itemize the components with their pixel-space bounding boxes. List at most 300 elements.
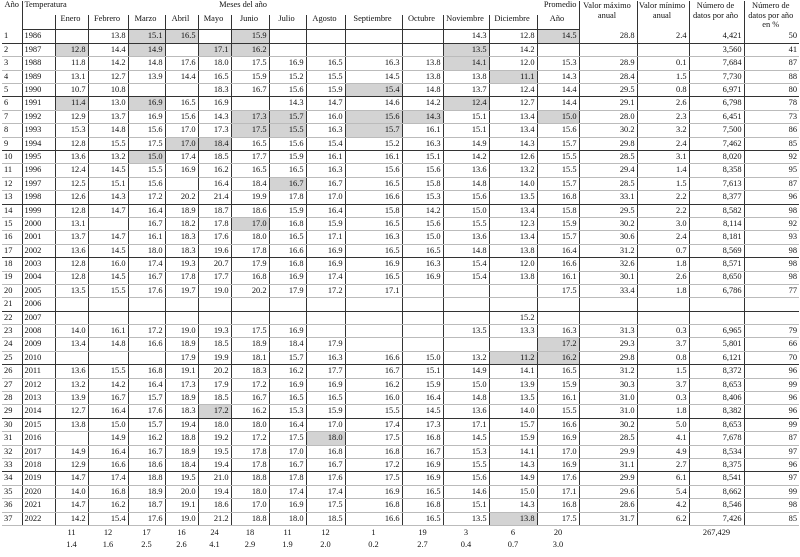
cell-month-8: 15.9 xyxy=(306,217,345,230)
cell-promedio xyxy=(537,43,579,56)
cell-month-8: 15.9 xyxy=(306,405,345,418)
cell-n: 8,662 xyxy=(689,485,744,498)
cell-pct xyxy=(744,298,799,311)
cell-min: 2.4 xyxy=(637,30,689,43)
table-row xyxy=(2,284,799,297)
cell-max: 31.0 xyxy=(579,392,637,405)
cell-month-4: 18.9 xyxy=(165,204,198,217)
cell-month-9: 16.8 xyxy=(345,445,402,458)
row-index: 36 xyxy=(2,499,22,512)
cell-month-4: 19.4 xyxy=(165,418,198,431)
cell-month-6: 20.2 xyxy=(231,284,269,297)
row-year: 1990 xyxy=(22,84,55,97)
cell-month-2 xyxy=(88,311,128,324)
cell-month-8: 16.9 xyxy=(306,378,345,391)
cell-month-4: 19.7 xyxy=(165,284,198,297)
cell-min xyxy=(637,43,689,56)
cell-month-11: 15.4 xyxy=(443,271,489,284)
cell-month-9: 16.5 xyxy=(345,271,402,284)
cell-month-1: 12.7 xyxy=(55,405,88,418)
cell-min: 3.7 xyxy=(637,378,689,391)
cell-promedio: 16.3 xyxy=(537,325,579,338)
cell-min: 2.6 xyxy=(637,271,689,284)
cell-month-7: 17.4 xyxy=(269,485,306,498)
cell-month-5: 18.0 xyxy=(198,418,231,431)
row-index: 10 xyxy=(2,150,22,163)
cell-month-1: 13.6 xyxy=(55,244,88,257)
header-meses: Meses del año xyxy=(219,1,267,9)
table-row xyxy=(2,271,799,284)
cell-month-9: 16.5 xyxy=(345,217,402,230)
cell-month-5: 18.6 xyxy=(198,499,231,512)
cell-month-1: 14.7 xyxy=(55,499,88,512)
cell-month-12: 12.7 xyxy=(489,97,537,110)
table-row xyxy=(2,97,799,110)
cell-pct: 70 xyxy=(744,351,799,364)
table-row xyxy=(2,338,799,351)
cell-month-11: 15.1 xyxy=(443,499,489,512)
cell-month-7: 14.3 xyxy=(269,97,306,110)
cell-month-3: 16.7 xyxy=(128,217,165,230)
cell-month-3: 14.9 xyxy=(128,43,165,56)
row-year: 1995 xyxy=(22,150,55,163)
cell-month-4: 18.8 xyxy=(165,432,198,445)
row-index: 1 xyxy=(2,30,22,43)
table-row xyxy=(2,378,799,391)
cell-month-8: 16.3 xyxy=(306,164,345,177)
cell-month-4: 18.4 xyxy=(165,458,198,471)
cell-month-1: 13.9 xyxy=(55,392,88,405)
cell-month-7: 15.9 xyxy=(269,204,306,217)
cell-month-9: 17.1 xyxy=(345,284,402,297)
cell-pct: 85 xyxy=(744,137,799,150)
cell-month-1 xyxy=(55,298,88,311)
footer-counts-row xyxy=(2,525,799,539)
cell-month-9: 15.4 xyxy=(345,84,402,97)
cell-n: 8,653 xyxy=(689,418,744,431)
cell-month-7: 16.6 xyxy=(269,244,306,257)
cell-month-4: 18.9 xyxy=(165,392,198,405)
cell-month-2: 14.5 xyxy=(88,271,128,284)
cell-month-12: 13.9 xyxy=(489,378,537,391)
cell-month-6: 17.0 xyxy=(231,217,269,230)
header-month-6: Junio xyxy=(231,15,269,30)
cell-month-2: 14.3 xyxy=(88,191,128,204)
cell-pct: 95 xyxy=(744,164,799,177)
cell-n: 6,971 xyxy=(689,84,744,97)
row-index: 19 xyxy=(2,271,22,284)
cell-max: 31.2 xyxy=(579,365,637,378)
table-row xyxy=(2,512,799,525)
cell-month-5: 17.7 xyxy=(198,271,231,284)
table-row xyxy=(2,124,799,137)
cell-max: 28.0 xyxy=(579,110,637,123)
cell-month-2: 14.8 xyxy=(88,124,128,137)
table-row xyxy=(2,365,799,378)
cell-promedio: 16.1 xyxy=(537,392,579,405)
cell-month-11: 14.6 xyxy=(443,485,489,498)
cell-max xyxy=(579,298,637,311)
cell-min: 1.5 xyxy=(637,177,689,190)
footer-count: 12 xyxy=(321,528,330,538)
cell-month-1: 13.1 xyxy=(55,70,88,83)
cell-month-3: 16.1 xyxy=(128,231,165,244)
cell-max: 28.4 xyxy=(579,70,637,83)
cell-n: 7,730 xyxy=(689,70,744,83)
cell-month-1: 12.8 xyxy=(55,204,88,217)
row-index: 29 xyxy=(2,405,22,418)
cell-promedio xyxy=(537,311,579,324)
cell-promedio: 15.3 xyxy=(537,57,579,70)
cell-month-3: 17.6 xyxy=(128,512,165,525)
cell-n: 8,372 xyxy=(689,365,744,378)
row-year: 1994 xyxy=(22,137,55,150)
cell-month-10: 14.5 xyxy=(402,405,443,418)
cell-month-2: 15.4 xyxy=(88,512,128,525)
cell-month-12: 13.5 xyxy=(489,392,537,405)
cell-month-3: 15.7 xyxy=(128,392,165,405)
cell-month-11: 14.9 xyxy=(443,137,489,150)
cell-month-9: 17.2 xyxy=(345,458,402,471)
cell-month-7: 15.6 xyxy=(269,137,306,150)
cell-pct: 87 xyxy=(744,57,799,70)
cell-n: 6,798 xyxy=(689,97,744,110)
footer-count: 1 xyxy=(371,528,376,538)
cell-month-12: 13.8 xyxy=(489,244,537,257)
cell-month-3: 16.6 xyxy=(128,338,165,351)
cell-month-11: 14.8 xyxy=(443,392,489,405)
cell-month-10 xyxy=(402,325,443,338)
cell-month-2: 14.7 xyxy=(88,231,128,244)
cell-month-12: 13.4 xyxy=(489,231,537,244)
cell-month-4: 19.1 xyxy=(165,365,198,378)
row-year: 1986 xyxy=(22,30,55,43)
cell-min: 1.5 xyxy=(637,365,689,378)
footer-value: 2.9 xyxy=(244,539,256,549)
row-index: 35 xyxy=(2,485,22,498)
cell-promedio: 15.5 xyxy=(537,405,579,418)
cell-pct: 98 xyxy=(744,499,799,512)
cell-month-12: 14.3 xyxy=(489,137,537,150)
cell-month-12: 14.0 xyxy=(489,177,537,190)
row-index: 7 xyxy=(2,110,22,123)
cell-n: 8,406 xyxy=(689,392,744,405)
cell-month-8: 15.9 xyxy=(306,84,345,97)
cell-max: 30.2 xyxy=(579,418,637,431)
cell-promedio: 15.7 xyxy=(537,231,579,244)
cell-pct: 78 xyxy=(744,97,799,110)
cell-month-8 xyxy=(306,311,345,324)
cell-month-12: 14.1 xyxy=(489,365,537,378)
footer-avg-count: 20 xyxy=(553,528,563,538)
cell-max: 30.6 xyxy=(579,231,637,244)
cell-n: 8,546 xyxy=(689,499,744,512)
row-year: 2002 xyxy=(22,244,55,257)
cell-month-10: 13.8 xyxy=(402,70,443,83)
row-index: 20 xyxy=(2,284,22,297)
cell-min: 0.7 xyxy=(637,244,689,257)
cell-month-6: 18.0 xyxy=(231,485,269,498)
cell-month-4: 20.0 xyxy=(165,485,198,498)
cell-month-7: 18.0 xyxy=(269,512,306,525)
cell-n: 7,426 xyxy=(689,512,744,525)
cell-min: 4.1 xyxy=(637,432,689,445)
cell-month-6: 16.8 xyxy=(231,271,269,284)
cell-min: 3.7 xyxy=(637,338,689,351)
cell-month-2: 15.0 xyxy=(88,418,128,431)
row-year: 1988 xyxy=(22,57,55,70)
row-year: 1993 xyxy=(22,124,55,137)
cell-promedio: 17.2 xyxy=(537,338,579,351)
row-year: 2001 xyxy=(22,231,55,244)
footer-value: 1.4 xyxy=(66,539,77,549)
cell-month-10 xyxy=(402,311,443,324)
cell-min: 6.2 xyxy=(637,512,689,525)
cell-month-10: 15.6 xyxy=(402,217,443,230)
cell-month-4: 16.9 xyxy=(165,164,198,177)
header-month-9: Septiembre xyxy=(345,15,402,30)
cell-month-11: 14.8 xyxy=(443,177,489,190)
cell-month-4: 18.3 xyxy=(165,231,198,244)
cell-pct: 99 xyxy=(744,485,799,498)
cell-month-8: 16.3 xyxy=(306,351,345,364)
row-index: 2 xyxy=(2,43,22,56)
cell-month-7: 16.7 xyxy=(269,458,306,471)
cell-month-1: 14.0 xyxy=(55,485,88,498)
row-index: 31 xyxy=(2,432,22,445)
cell-month-7: 16.5 xyxy=(269,231,306,244)
cell-n xyxy=(689,311,744,324)
cell-max xyxy=(579,43,637,56)
cell-month-11: 13.6 xyxy=(443,164,489,177)
row-index: 14 xyxy=(2,204,22,217)
cell-month-6: 16.7 xyxy=(231,392,269,405)
cell-month-11: 17.1 xyxy=(443,418,489,431)
cell-month-5: 17.2 xyxy=(198,405,231,418)
table-row xyxy=(2,164,799,177)
row-index: 23 xyxy=(2,325,22,338)
cell-pct: 88 xyxy=(744,70,799,83)
row-year: 2019 xyxy=(22,472,55,485)
cell-promedio: 16.5 xyxy=(537,365,579,378)
cell-month-12: 14.3 xyxy=(489,458,537,471)
cell-month-2: 13.7 xyxy=(88,110,128,123)
header-month-8: Agosto xyxy=(306,15,345,30)
cell-month-11: 15.3 xyxy=(443,445,489,458)
cell-month-1: 13.6 xyxy=(55,365,88,378)
cell-month-7 xyxy=(269,43,306,56)
cell-month-5: 21.4 xyxy=(198,191,231,204)
cell-month-6: 16.2 xyxy=(231,405,269,418)
cell-month-11: 12.4 xyxy=(443,97,489,110)
cell-month-4: 17.4 xyxy=(165,150,198,163)
cell-min: 1.5 xyxy=(637,70,689,83)
cell-month-8 xyxy=(306,30,345,43)
cell-month-2: 14.2 xyxy=(88,57,128,70)
cell-n: 6,786 xyxy=(689,284,744,297)
cell-month-2: 13.2 xyxy=(88,150,128,163)
cell-month-1 xyxy=(55,30,88,43)
row-index: 25 xyxy=(2,351,22,364)
row-index: 11 xyxy=(2,164,22,177)
cell-promedio: 16.1 xyxy=(537,271,579,284)
cell-min: 1.8 xyxy=(637,284,689,297)
cell-promedio: 17.0 xyxy=(537,445,579,458)
cell-month-3: 16.4 xyxy=(128,204,165,217)
row-index: 34 xyxy=(2,472,22,485)
cell-month-11: 13.6 xyxy=(443,231,489,244)
cell-min: 0.8 xyxy=(637,351,689,364)
cell-promedio: 16.8 xyxy=(537,499,579,512)
cell-month-6: 18.1 xyxy=(231,351,269,364)
cell-month-3: 16.7 xyxy=(128,445,165,458)
cell-month-12: 14.2 xyxy=(489,43,537,56)
footer-value: 0.2 xyxy=(368,539,379,549)
cell-month-8: 17.0 xyxy=(306,191,345,204)
cell-month-10: 13.8 xyxy=(402,57,443,70)
cell-month-3: 16.7 xyxy=(128,271,165,284)
footer-spacer xyxy=(2,525,22,539)
cell-month-3 xyxy=(128,351,165,364)
cell-month-2: 16.4 xyxy=(88,445,128,458)
cell-month-8: 16.0 xyxy=(306,110,345,123)
cell-month-10: 15.3 xyxy=(402,191,443,204)
cell-min: 1.8 xyxy=(637,258,689,271)
cell-month-5: 16.2 xyxy=(198,164,231,177)
cell-n: 8,358 xyxy=(689,164,744,177)
cell-month-4: 20.2 xyxy=(165,191,198,204)
header-month-7: Julio xyxy=(269,15,306,30)
cell-month-9: 15.7 xyxy=(345,124,402,137)
cell-month-3 xyxy=(128,311,165,324)
cell-month-8: 16.1 xyxy=(306,150,345,163)
cell-month-3: 15.7 xyxy=(128,418,165,431)
header-month-5: Mayo xyxy=(198,15,231,30)
cell-max: 29.5 xyxy=(579,204,637,217)
cell-month-5 xyxy=(198,298,231,311)
cell-month-4: 18.3 xyxy=(165,405,198,418)
cell-month-8: 17.6 xyxy=(306,472,345,485)
cell-min: 2.6 xyxy=(637,97,689,110)
cell-month-5: 19.4 xyxy=(198,485,231,498)
cell-month-11: 13.5 xyxy=(443,325,489,338)
cell-month-8: 14.7 xyxy=(306,97,345,110)
cell-month-6 xyxy=(231,97,269,110)
cell-pct: 99 xyxy=(744,418,799,431)
cell-promedio: 16.6 xyxy=(537,258,579,271)
table-row xyxy=(2,258,799,271)
cell-month-6: 17.8 xyxy=(231,244,269,257)
cell-month-6: 17.8 xyxy=(231,458,269,471)
table-row xyxy=(2,84,799,97)
cell-month-9 xyxy=(345,338,402,351)
cell-month-7: 15.6 xyxy=(269,84,306,97)
cell-month-7: 16.5 xyxy=(269,164,306,177)
cell-max: 30.2 xyxy=(579,217,637,230)
cell-month-5: 21.0 xyxy=(198,472,231,485)
header-month-4: Abril xyxy=(165,15,198,30)
row-year: 1997 xyxy=(22,177,55,190)
cell-month-5: 17.1 xyxy=(198,43,231,56)
cell-pct: 98 xyxy=(744,244,799,257)
cell-promedio: 15.5 xyxy=(537,164,579,177)
temperature-table xyxy=(2,1,799,551)
cell-min: 5.4 xyxy=(637,485,689,498)
cell-month-7: 16.5 xyxy=(269,392,306,405)
cell-month-8: 17.0 xyxy=(306,418,345,431)
cell-month-4: 17.0 xyxy=(165,124,198,137)
table-row xyxy=(2,418,799,431)
cell-month-6: 17.5 xyxy=(231,57,269,70)
cell-month-2 xyxy=(88,298,128,311)
cell-month-9: 16.0 xyxy=(345,392,402,405)
cell-month-7: 17.5 xyxy=(269,432,306,445)
cell-month-10 xyxy=(402,284,443,297)
header-month-10: Octubre xyxy=(402,15,443,30)
cell-month-4 xyxy=(165,298,198,311)
cell-month-12 xyxy=(489,284,537,297)
cell-promedio: 14.3 xyxy=(537,70,579,83)
cell-max: 29.9 xyxy=(579,445,637,458)
header-numero-datos-pct: Número de datos por año en % xyxy=(744,1,799,30)
footer-value: 4.1 xyxy=(209,539,220,549)
row-index: 26 xyxy=(2,365,22,378)
cell-month-7: 15.5 xyxy=(269,124,306,137)
table-row xyxy=(2,70,799,83)
cell-month-12: 13.4 xyxy=(489,124,537,137)
cell-max: 28.5 xyxy=(579,177,637,190)
cell-month-2: 16.6 xyxy=(88,458,128,471)
cell-month-4 xyxy=(165,311,198,324)
cell-month-10: 16.8 xyxy=(402,432,443,445)
cell-month-9 xyxy=(345,30,402,43)
cell-month-10: 14.2 xyxy=(402,97,443,110)
cell-month-9: 16.3 xyxy=(345,231,402,244)
cell-month-11: 14.5 xyxy=(443,432,489,445)
table-row xyxy=(2,231,799,244)
cell-month-5: 19.6 xyxy=(198,244,231,257)
cell-month-10: 15.8 xyxy=(402,177,443,190)
cell-month-10 xyxy=(402,30,443,43)
cell-month-8: 16.7 xyxy=(306,458,345,471)
cell-promedio: 15.7 xyxy=(537,177,579,190)
cell-pct: 97 xyxy=(744,472,799,485)
cell-month-1: 12.5 xyxy=(55,177,88,190)
cell-max: 33.4 xyxy=(579,284,637,297)
footer-count: 16 xyxy=(177,528,186,538)
cell-month-1: 13.4 xyxy=(55,338,88,351)
cell-max: 29.5 xyxy=(579,84,637,97)
cell-month-9: 15.2 xyxy=(345,137,402,150)
cell-month-2: 10.8 xyxy=(88,84,128,97)
cell-month-4: 19.3 xyxy=(165,258,198,271)
cell-month-10: 15.0 xyxy=(402,231,443,244)
row-year: 2011 xyxy=(22,365,55,378)
cell-month-5: 18.7 xyxy=(198,204,231,217)
cell-n: 8,541 xyxy=(689,472,744,485)
cell-month-11 xyxy=(443,284,489,297)
cell-month-1: 12.8 xyxy=(55,43,88,56)
cell-pct xyxy=(744,311,799,324)
cell-month-10: 15.6 xyxy=(402,164,443,177)
cell-pct: 96 xyxy=(744,405,799,418)
footer-spacer xyxy=(2,539,22,551)
cell-month-11: 14.3 xyxy=(443,30,489,43)
cell-month-11: 15.1 xyxy=(443,110,489,123)
cell-month-1: 13.1 xyxy=(55,217,88,230)
cell-month-9: 15.8 xyxy=(345,204,402,217)
cell-max: 32.6 xyxy=(579,258,637,271)
